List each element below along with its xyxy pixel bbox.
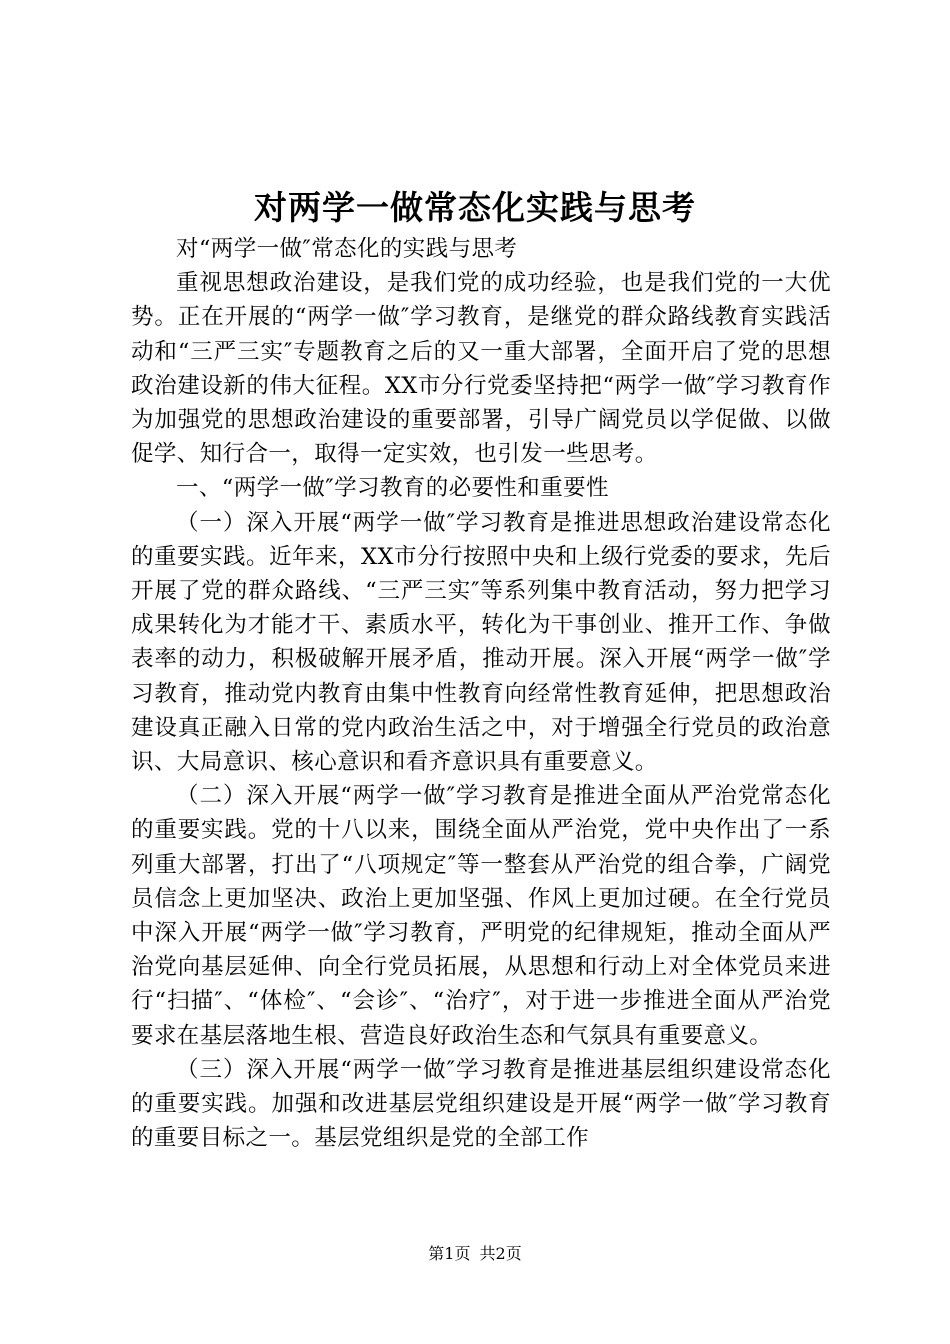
document-body <box>131 232 831 1155</box>
document-title: 对两学一做常态化实践与思考 <box>254 188 696 227</box>
point-one-paragraph: （一）深入开展“两学一做″学习教育是推进思想政治建设常态化的重要实践。近年来，XX市分行按照中央和上级行党委的要求，先后开展了党的群众路线、“三严三实″等系列集中教育活动，努力把学习成果转化为才能才干、素质水平，转化为干事创业、推开工作、争做表率的动力，积极破解开展矛盾，推动开展。深入开展“两学一做″学习教育，推动党内教育由集中性教育向经常性教育延伸，把思想政治建设真正融入日常的党内政治生活之中，对于增强全行党员的政治意识、大局意识、核心意识和看齐意识具有重要意义。 <box>131 509 831 776</box>
intro-paragraph: 重视思想政治建设，是我们党的成功经验，也是我们党的一大优势。正在开展的“两学一做″学习教育，是继党的群众路线教育实践活动和“三严三实″专题教育之后的又一重大部署，全面开启了党的思想政治建设新的伟大征程。XX市分行党委坚持把“两学一做″学习教育作为加强党的思想政治建设的重要部署，引导广阔党员以学促做、以做促学、知行合一，取得一定实效，也引发一些思考。 <box>131 270 831 468</box>
page-total: 共2页 <box>479 1244 522 1263</box>
subtitle-paragraph: 对“两学一做″常态化的实践与思考 <box>176 236 518 262</box>
point-three-paragraph: （三）深入开展“两学一做″学习教育是推进基层组织建设常态化的重要实践。加强和改进基层党组织建设是开展“两学一做″学习教育的重要目标之一。基层党组织是党的全部工作 <box>131 1056 831 1152</box>
section-heading: 一、“两学一做″学习教育的必要性和重要性 <box>176 475 609 502</box>
point-two-paragraph: （二）深入开展“两学一做″学习教育是推进全面从严治党常态化的重要实践。党的十八以来，围绕全面从严治党，党中央作出了一系列重大部署，打出了“八项规定″等一整套从严治党的组合拳，广阔党员信念上更加坚决、政治上更加坚强、作风上更加过硬。在全行党员中深入开展“两学一做″学习教育，严明党的纪律规矩，推动全面从严治党向基层延伸、向全行党员拓展，从思想和行动上对全体党员来进行“扫描″、“体检″、“会诊″、“治疗″，对于进一步推进全面从严治党要求在基层落地生根、营造良好政治生态和气氛具有重要意义。 <box>131 783 831 1049</box>
page-number: 第1页 <box>428 1244 471 1263</box>
page-footer <box>0 1243 950 1265</box>
